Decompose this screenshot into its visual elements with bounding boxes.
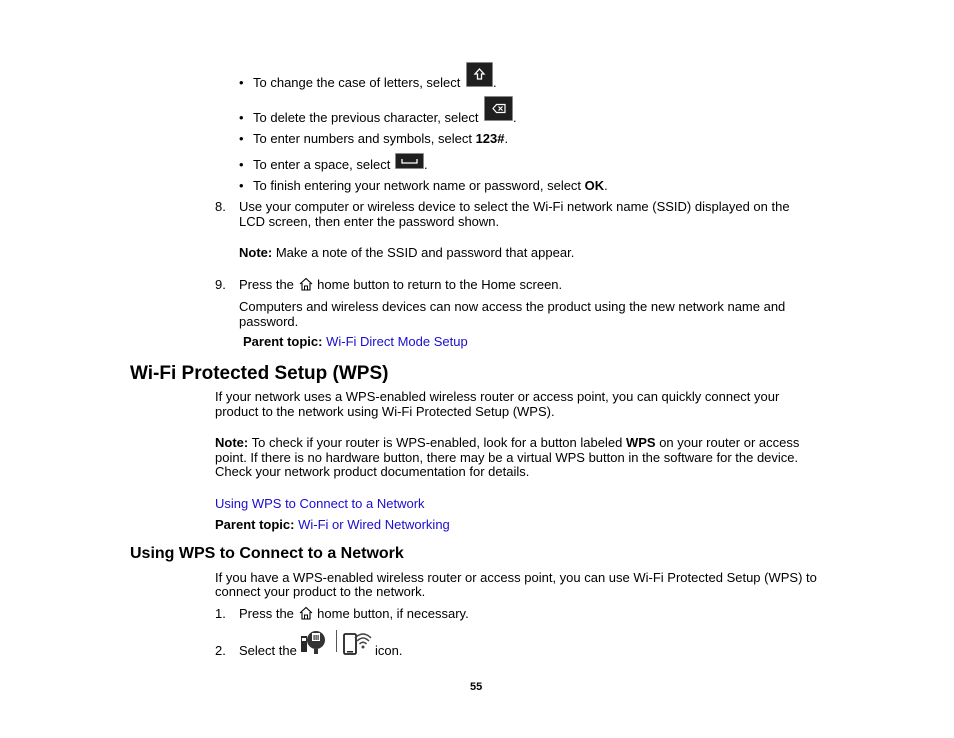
wps-intro-line2: product to the network using Wi-Fi Protected Setup (WPS). bbox=[215, 404, 555, 419]
step-number: 1. bbox=[215, 606, 226, 621]
step8-line1: Use your computer or wireless device to select the Wi-Fi network name (SSID) displayed on the bbox=[239, 199, 790, 214]
bullet-dot: • bbox=[239, 157, 244, 172]
using-wps-intro-line2: connect your product to the network. bbox=[215, 584, 426, 599]
step8-note: Note: Make a note of the SSID and password that appear. bbox=[239, 245, 575, 260]
bullet-enter-space: To enter a space, select bbox=[253, 157, 391, 172]
parent-topic: Parent topic: Wi-Fi or Wired Networking bbox=[215, 517, 450, 532]
section-heading-using-wps: Using WPS to Connect to a Network bbox=[130, 545, 404, 562]
space-key-icon bbox=[395, 153, 424, 169]
key-123-label: 123# bbox=[475, 131, 505, 146]
step1-text: Press the home button, if necessary. bbox=[239, 606, 469, 621]
bullet-numbers-symbols: To enter numbers and symbols, select 123#. bbox=[253, 131, 509, 146]
wps-note-line2: point. If there is no hardware button, there may be a virtual WPS button in the software for the device. bbox=[215, 450, 799, 465]
home-icon bbox=[298, 606, 314, 620]
shift-key-icon bbox=[466, 62, 493, 87]
step9-para-line1: Computers and wireless devices can now access the product using the new network name and bbox=[239, 299, 786, 314]
bullet-dot: • bbox=[239, 178, 244, 193]
bullet-dot: • bbox=[239, 110, 244, 125]
step-number: 9. bbox=[215, 277, 226, 292]
period: . bbox=[513, 110, 517, 125]
bullet-delete-char: To delete the previous character, select bbox=[253, 110, 479, 125]
step-number: 2. bbox=[215, 643, 226, 658]
using-wps-intro-line1: If you have a WPS-enabled wireless router or access point, you can use Wi-Fi Protected Setup (WPS) to bbox=[215, 570, 817, 585]
step9-para-line2: password. bbox=[239, 314, 299, 329]
backspace-key-icon bbox=[484, 96, 513, 121]
wps-note-line1: Note: To check if your router is WPS-enabled, look for a button labeled WPS on your router or access bbox=[215, 435, 800, 450]
wifi-network-icon bbox=[343, 628, 375, 656]
wired-network-icon bbox=[299, 628, 329, 656]
bullet-dot: • bbox=[239, 75, 244, 90]
page-number: 55 bbox=[470, 681, 483, 693]
step2-text-after: icon. bbox=[375, 643, 403, 658]
step-number: 8. bbox=[215, 199, 226, 214]
bullet-dot: • bbox=[239, 131, 244, 146]
bullet-change-case: To change the case of letters, select bbox=[253, 75, 461, 90]
step9-text: Press the home button to return to the Home screen. bbox=[239, 277, 563, 292]
step2-text-before: Select the bbox=[239, 643, 297, 658]
link-wifi-direct-mode-setup[interactable]: Wi-Fi Direct Mode Setup bbox=[326, 334, 468, 349]
parent-topic: Parent topic: Wi-Fi Direct Mode Setup bbox=[243, 334, 468, 349]
section-heading-wps: Wi-Fi Protected Setup (WPS) bbox=[130, 363, 389, 384]
link-using-wps[interactable]: Using WPS to Connect to a Network bbox=[215, 496, 425, 511]
period: . bbox=[493, 75, 497, 90]
wps-intro-line1: If your network uses a WPS-enabled wireless router or access point, you can quickly connect your bbox=[215, 389, 780, 404]
wps-note-line3: Check your network product documentation for details. bbox=[215, 464, 530, 479]
period: . bbox=[424, 157, 428, 172]
icon-separator bbox=[336, 630, 337, 652]
home-icon bbox=[298, 277, 314, 291]
bullet-finish-entry: To finish entering your network name or password, select OK. bbox=[253, 178, 608, 193]
link-wifi-or-wired-networking[interactable]: Wi-Fi or Wired Networking bbox=[298, 517, 450, 532]
key-ok-label: OK bbox=[584, 178, 605, 193]
step8-line2: LCD screen, then enter the password shown. bbox=[239, 214, 500, 229]
